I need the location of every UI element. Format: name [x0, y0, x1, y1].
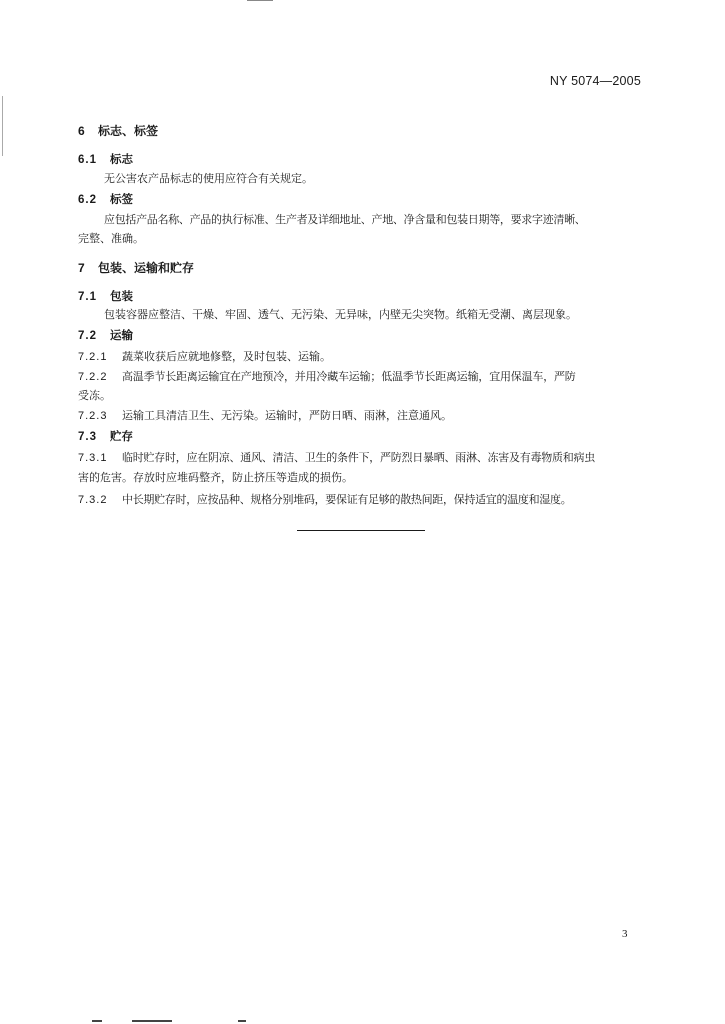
- section-6-2-text-line2: 完整、准确。: [78, 232, 144, 245]
- section-number: 6.1: [78, 154, 97, 166]
- scan-mark-bottom-1: [92, 1020, 102, 1022]
- section-7-1-heading: [78, 288, 133, 304]
- section-title: 标志、标签: [98, 124, 159, 138]
- section-title: 运输: [110, 328, 133, 342]
- section-7-2-heading: [78, 327, 133, 343]
- section-title: 标签: [110, 192, 133, 206]
- section-number: 7.2: [78, 330, 97, 342]
- scan-mark-bottom-2: [132, 1020, 172, 1022]
- section-number: 7.1: [78, 291, 97, 303]
- section-7-3-1-line1: [78, 449, 595, 465]
- section-7-1-text: 包装容器应整洁、干燥、牢固、透气、无污染、无异味，内壁无尖突物。纸箱无受潮、离层现象。: [104, 308, 577, 321]
- section-6-2-heading: [78, 191, 133, 207]
- section-number: 7.3: [78, 431, 97, 443]
- section-number: 7.3.2: [78, 494, 108, 506]
- section-7-2-3: [78, 407, 452, 423]
- section-text: 中长期贮存时，应按品种、规格分别堆码，要保证有足够的散热间距，保持适宜的温度和湿度。: [122, 493, 572, 506]
- section-7-2-1: [78, 348, 331, 364]
- section-number: 7.3.1: [78, 452, 108, 464]
- scan-mark-bottom-3: [238, 1020, 246, 1022]
- end-rule: [297, 530, 425, 531]
- section-title: 包装: [110, 289, 133, 303]
- section-text: 运输工具清洁卫生、无污染。运输时，严防日晒、雨淋，注意通风。: [122, 409, 452, 422]
- section-title: 贮存: [110, 429, 133, 443]
- section-number: 6: [78, 124, 86, 138]
- section-text: 蔬菜收获后应就地修整，及时包装、运输。: [122, 350, 331, 363]
- section-number: 7.2.3: [78, 410, 108, 422]
- section-7-2-2-line2: 受冻。: [78, 389, 111, 402]
- section-number: 7.2.2: [78, 371, 108, 383]
- scan-mark-top: [247, 0, 273, 1]
- page-number: 3: [622, 928, 628, 940]
- section-7-3-1-line2: 害的危害。存放时应堆码整齐，防止挤压等造成的损伤。: [78, 471, 353, 484]
- section-6-1-text: 无公害农产品标志的使用应符合有关规定。: [104, 172, 313, 185]
- section-number: 7.2.1: [78, 351, 108, 363]
- section-title: 标志: [110, 152, 133, 166]
- section-title: 包装、运输和贮存: [98, 261, 195, 275]
- section-6-heading: [78, 122, 158, 139]
- section-7-2-2-line1: [78, 368, 576, 384]
- section-number: 6.2: [78, 194, 97, 206]
- section-7-heading: [78, 259, 194, 276]
- section-number: 7: [78, 261, 86, 275]
- section-text: 临时贮存时，应在阴凉、通风、清洁、卫生的条件下，严防烈日暴晒、雨淋、冻害及有毒物质和病虫: [122, 451, 595, 464]
- section-7-3-2: [78, 491, 571, 507]
- standard-code: NY 5074—2005: [549, 74, 641, 88]
- section-6-1-heading: [78, 151, 133, 167]
- section-text: 高温季节长距离运输宜在产地预冷，并用冷藏车运输；低温季节长距离运输，宜用保温车，严防: [122, 370, 576, 383]
- scan-mark-left: [2, 96, 3, 156]
- section-7-3-heading: [78, 428, 133, 444]
- section-6-2-text-line1: 应包括产品名称、产品的执行标准、生产者及详细地址、产地、净含量和包装日期等，要求字迹清晰、: [104, 213, 586, 226]
